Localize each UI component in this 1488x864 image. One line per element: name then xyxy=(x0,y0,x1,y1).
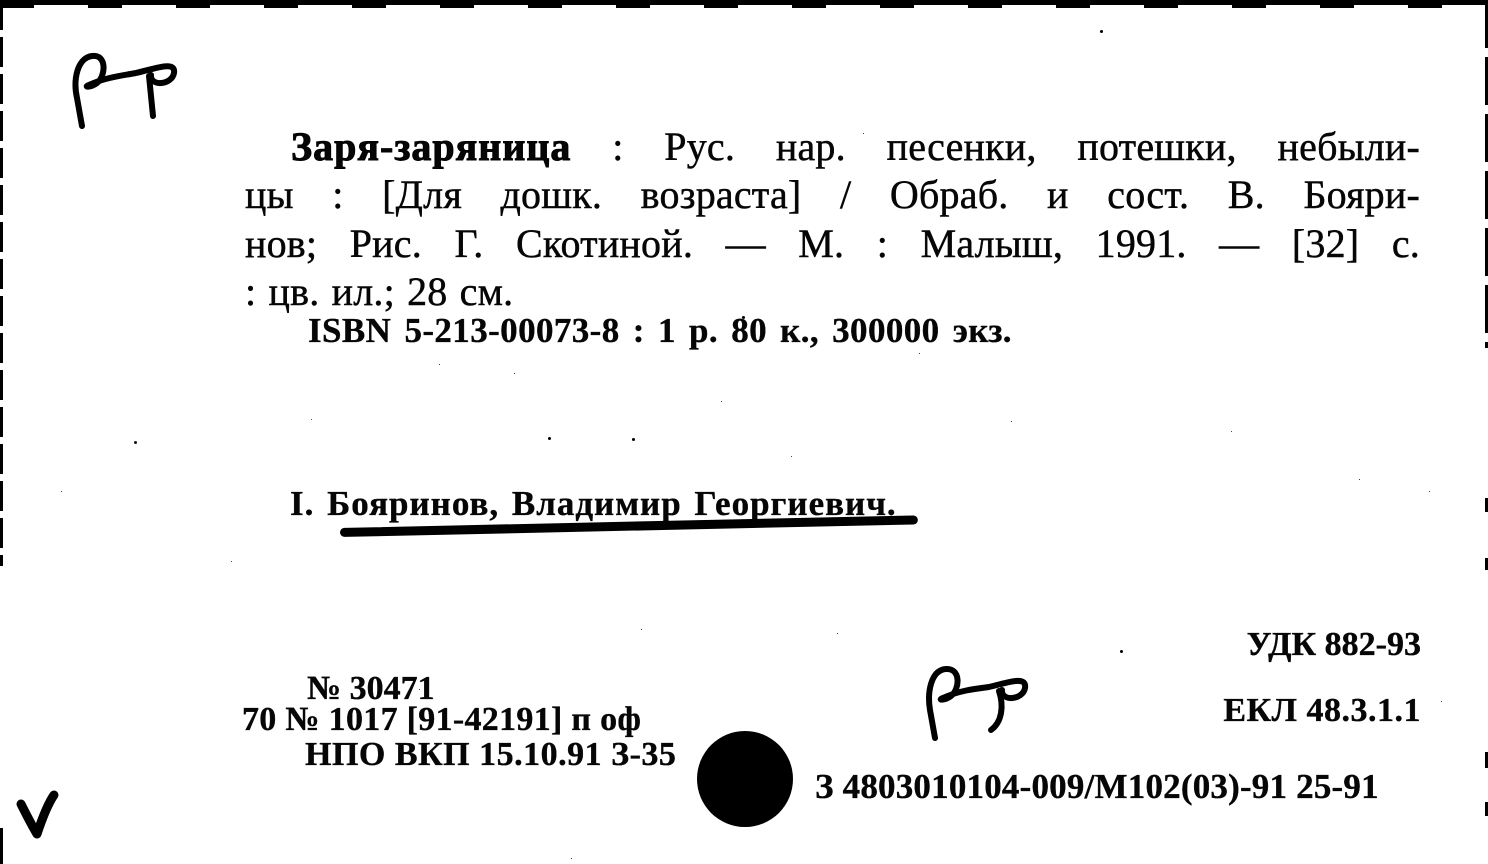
added-entry-line: I. Бояринов, Владимир Георгиевич. xyxy=(290,484,897,523)
handwritten-mark-top xyxy=(58,45,210,147)
handwritten-mark-middle xyxy=(915,660,1067,760)
accession-number: № 30471 xyxy=(307,670,435,707)
processing-line: НПО ВКП 15.10.91 З-35 xyxy=(305,736,677,773)
title-line-4: : цв. ил.; 28 см. xyxy=(245,269,514,315)
order-number: 70 № 1017 [91-42191] п оф xyxy=(242,701,642,738)
isbn-line: ISBN 5-213-00073-8 : 1 р. 80 к., 300000 экз. xyxy=(308,311,1012,350)
ekl-number: ЕКЛ 48.3.1.1 xyxy=(1223,692,1421,729)
title-line-3: нов; Рис. Г. Скотиной. — М. : Малыш, 1991. — [32] с. xyxy=(245,220,1420,266)
title-line-1-rest: : Рус. нар. песенки, потешки, небыли- xyxy=(571,124,1420,169)
hole-punch-dot xyxy=(697,731,793,827)
main-entry-paragraph xyxy=(245,123,1420,317)
title-proper: Заря-заряница xyxy=(291,124,572,169)
book-index-number: З 4803010104-009/М102(03)-91 25-91 xyxy=(815,767,1379,806)
title-line-1 xyxy=(245,123,1420,171)
checkmark-icon xyxy=(12,788,62,846)
title-line-2: цы : [Для дошк. возраста] / Обраб. и сост. В. Бояри- xyxy=(245,172,1420,218)
scan-left-edge-bottom xyxy=(0,828,3,864)
udk-number: УДК 882-93 xyxy=(1246,626,1421,663)
scan-top-edge xyxy=(0,0,1488,5)
scan-left-edge xyxy=(0,0,3,566)
